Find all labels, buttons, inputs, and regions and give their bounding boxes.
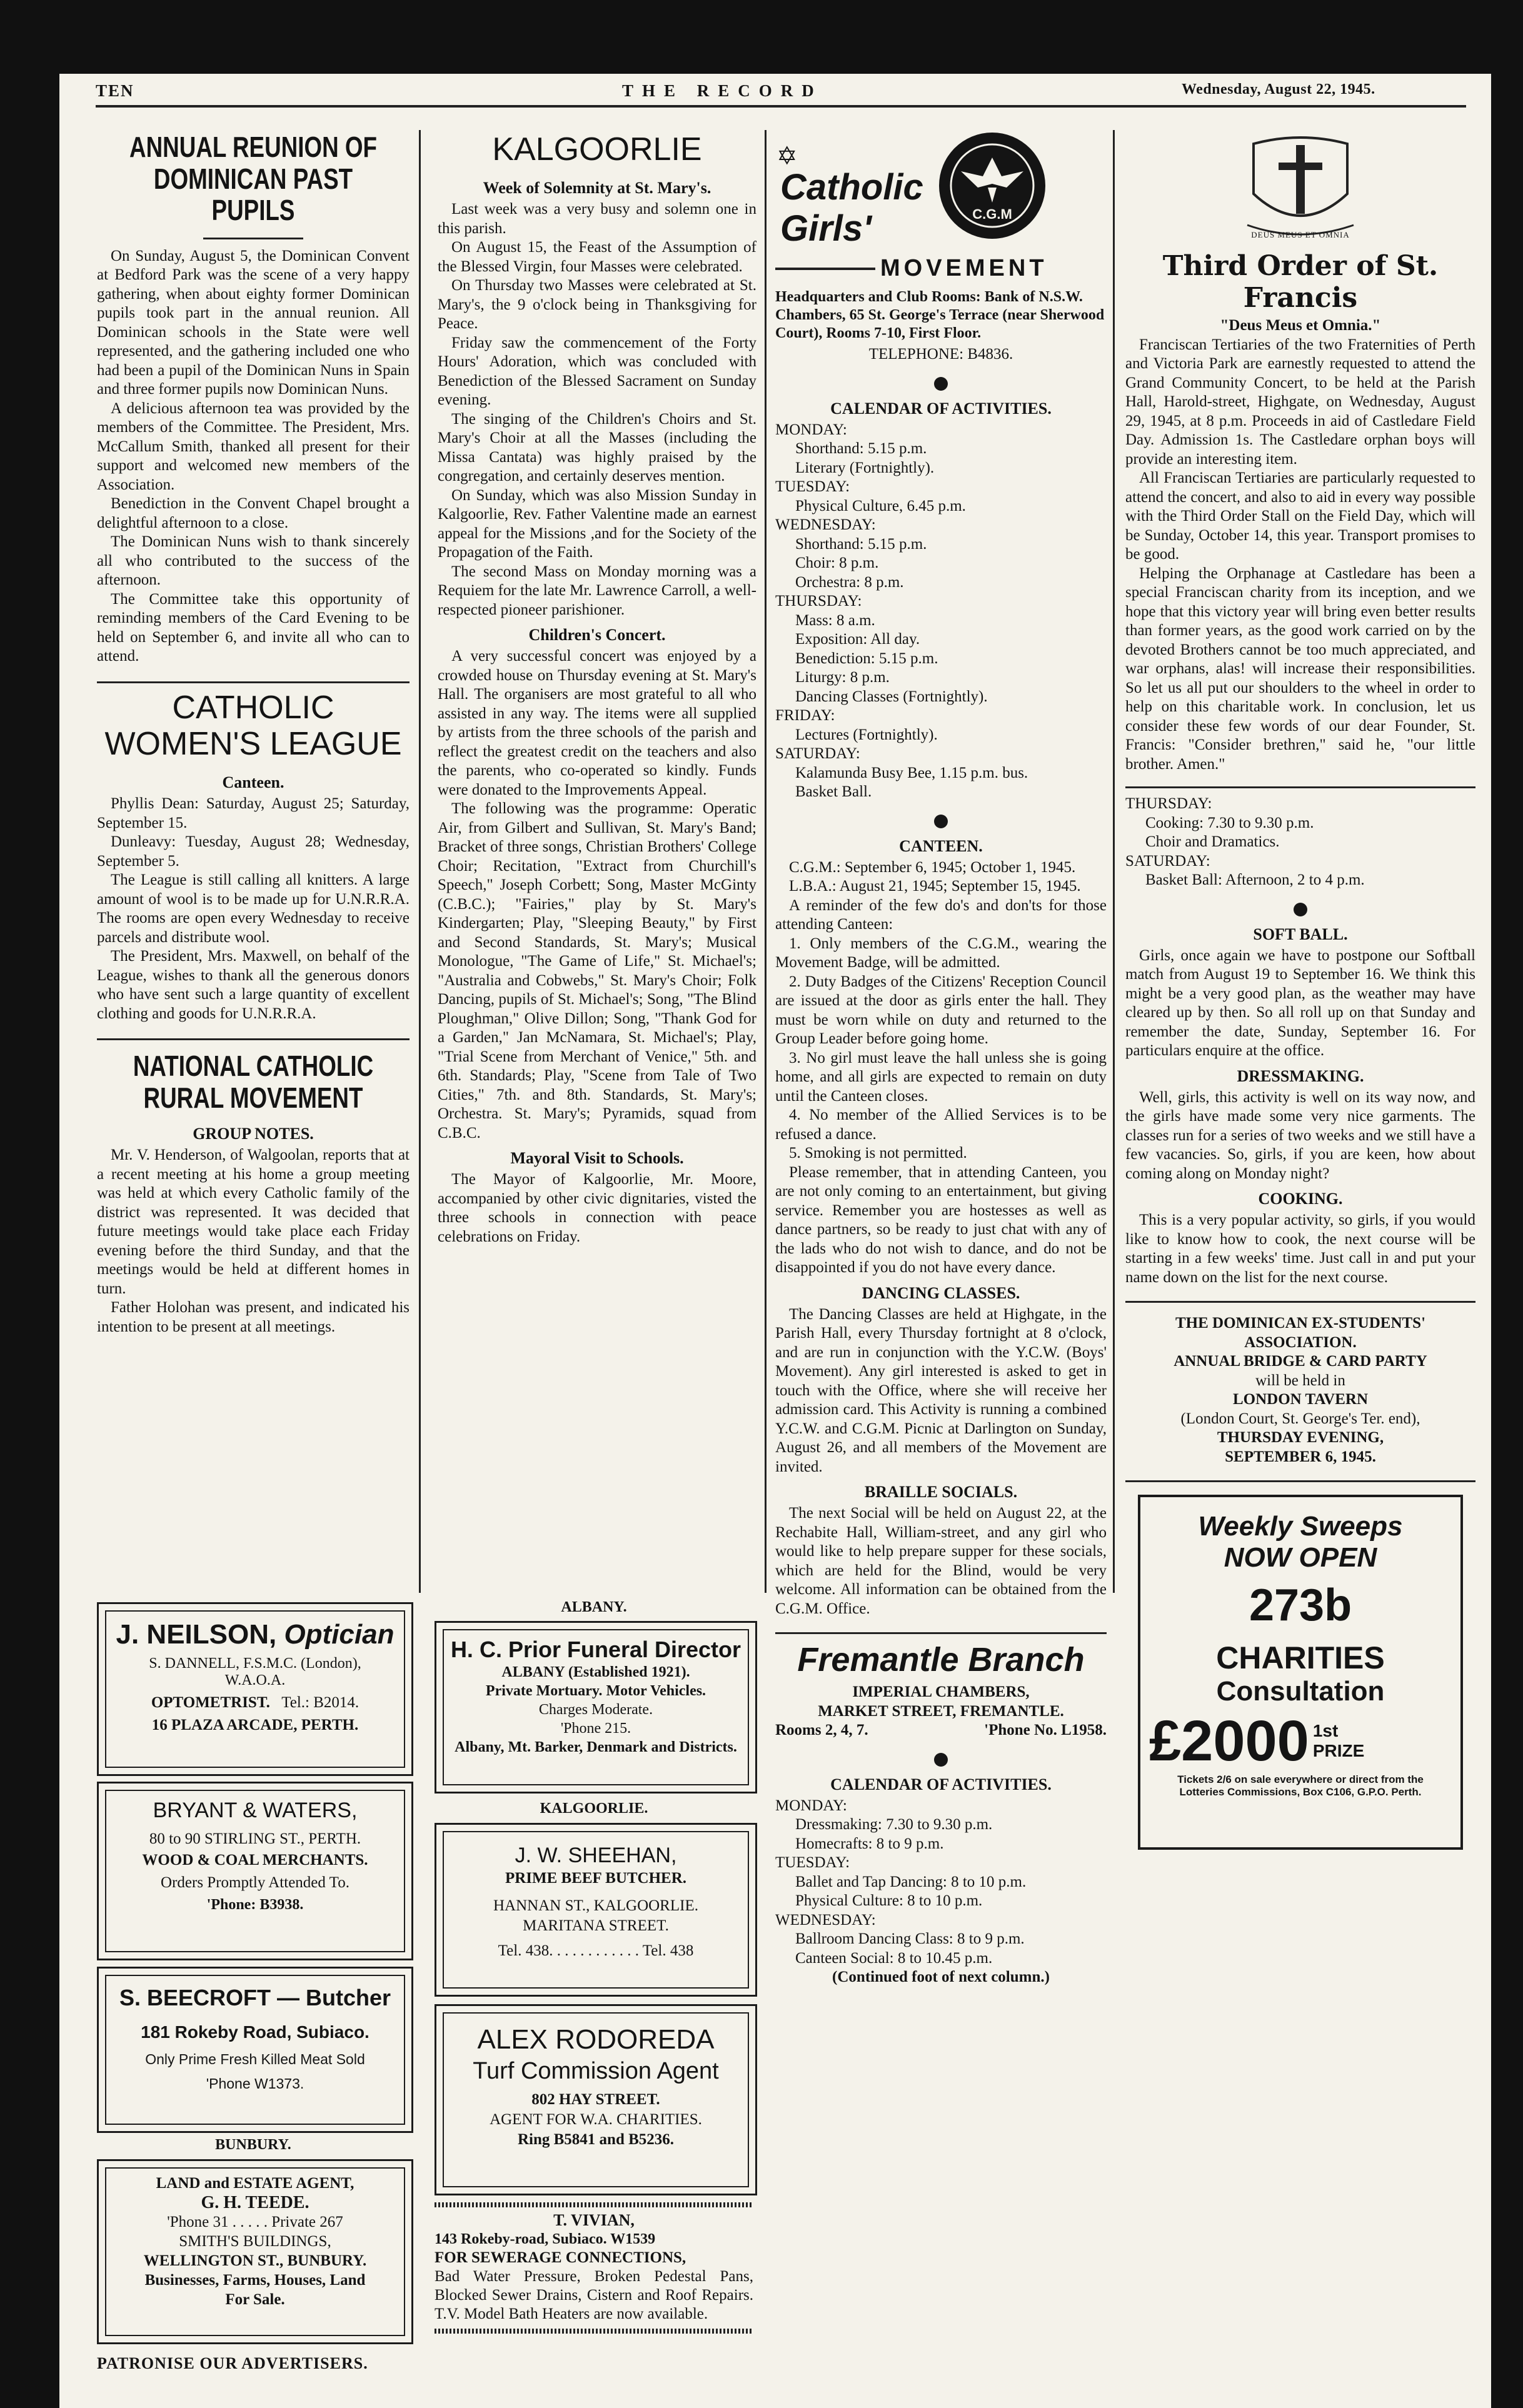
ad-line: Albany, Mt. Barker, Denmark and Districts. (455, 1739, 737, 1755)
bullet-dot (934, 1753, 948, 1767)
ad-line: MARITANA STREET. (523, 1917, 669, 1934)
dressmaking-head: DRESSMAKING. (1237, 1066, 1364, 1085)
decorative-border (435, 2329, 753, 2334)
cwl-para: The President, Mrs. Maxwell, on behalf of the League, wishes to thank all the generous donors who have sent such a large quantity of excellent clothing and goods for U.N.R.R.A. (97, 948, 410, 1022)
ad-line: WELLINGTON ST., BUNBURY. (143, 2252, 367, 2269)
canteen-para: 3. No girl must leave the hall unless she is going home, and all girls are expected to remain on duty until the Canteen closes. (775, 1049, 1107, 1105)
cgm-logo-text: C.G.M (972, 206, 1012, 222)
concert-subhead: Children's Concert. (528, 626, 666, 645)
cwl-para: Phyllis Dean: Saturday, August 25; Saturday, September 15. (97, 795, 410, 831)
concert-para: A very successful concert was enjoyed by a crowded house on Thursday evening at St. Mary's Hall. The organisers are most grateful to all who assisted in any way. The items were all supplied by artists from the three schools of the parish and reflect the greatest credit on the teachers and also the parents, who co-operated so kindly. Funds were donated to the Improvements Appeal. (438, 648, 756, 798)
ad-line: Turf Commission Agent (473, 2058, 719, 2084)
tof-title: Third Order of St. Francis (1162, 250, 1439, 314)
dancing-head: DANCING CLASSES. (862, 1283, 1020, 1302)
canteen-para: Please remember, that in attending Canteen, you are not only coming to an entertainment, but giving service. Remember you are hostesses as well as dance partners, so be ready to just chat with any of the lads who do not wish to dance, and do not be disappointed if you do not have every dance. (775, 1163, 1107, 1276)
sweeps-line: Consultation (1216, 1676, 1385, 1707)
bullet-dot (1294, 903, 1307, 916)
patronise-line: PATRONISE OUR ADVERTISERS. (97, 2354, 368, 2372)
short-rule (203, 238, 303, 239)
reunion-para: On Sunday, August 5, the Dominican Convent at Bedford Park was the scene of a very happy gathering, when about eighty former Dominican pupils took part in the annual reunion. All Dominican schools in the State were well represented, and the gathering included one who had been a pupil of the Dominican Nuns in Spain and three former pupils now Dominican Nuns. (97, 247, 410, 398)
sweeps-advert (1138, 1495, 1463, 1850)
cooking-head: COOKING. (1258, 1190, 1343, 1208)
calendar-item: Lectures (Fortnightly). (795, 726, 938, 743)
exstudents-notice (1125, 1314, 1475, 1467)
ad-line: LAND and ESTATE AGENT, (156, 2175, 354, 2192)
prize-amount: £2000 (1149, 1709, 1309, 1773)
crest-motto: DEUS MEUS ET OMNIA (1251, 230, 1350, 239)
ad-line: Tel.: B2014. (281, 1694, 359, 1711)
canteen-para: L.B.A.: August 21, 1945; September 15, 1945. (789, 878, 1081, 895)
calendar-item: Kalamunda Busy Bee, 1.15 p.m. bus. (795, 764, 1028, 781)
cgm-phone: TELEPHONE: B4836. (868, 346, 1013, 363)
ad-line: H. C. Prior Funeral Director (450, 1637, 741, 1662)
calendar-item: Dressmaking: 7.30 to 9.30 p.m. (795, 1816, 993, 1833)
reunion-para: A delicious afternoon tea was provided by the members of the Committee. The President, Mrs. McCallum Smith, thanked all present for their support and welcomed new members of the Association. (97, 399, 410, 493)
sweeps-fine-print: Tickets 2/6 on sale everywhere or direct from the Lotteries Commissions, Box C106, G.P.O. Perth. (1177, 1773, 1424, 1798)
ad-line: HANNAN ST., KALGOORLIE. (493, 1897, 698, 1914)
ncrm-para: Father Holohan was present, and indicated his intention to be present at all meetings. (97, 1299, 410, 1335)
ad-line: Only Prime Fresh Killed Meat Sold (145, 2051, 365, 2067)
ad-line: SMITH'S BUILDINGS, (179, 2233, 331, 2250)
ad-line: W.A.O.A. (224, 1672, 286, 1688)
column-rule (765, 130, 767, 1593)
fremantle-calendar (775, 1797, 1107, 1969)
fremantle-calendar-head: CALENDAR OF ACTIVITIES. (830, 1775, 1052, 1793)
dressmaking-para: Well, girls, this activity is well on its way now, and the girls have made some very nice garments. The classes run for a series of two weeks and we still have a few vacancies. So, girls, if you are keen, how about coming along on Monday night? (1125, 1088, 1475, 1182)
softball-para: Girls, once again we have to postpone our Softball match from August 19 to September 16. We think this might be a very good plan, as the weather may have cleared up by then. So all roll up on that Sunday and remember the date, Sunday, September 16. For particulars enquire at the office. (1125, 946, 1475, 1059)
ad-rodoreda (435, 2004, 757, 2195)
cwl-subhead: Canteen. (222, 773, 284, 792)
column-3 (775, 129, 1107, 2379)
cgm-continued-calendar (1125, 795, 1475, 890)
ad-line: Charges Moderate. (538, 1702, 653, 1718)
ncrm-subhead: GROUP NOTES. (193, 1125, 314, 1143)
column-rule (419, 130, 421, 1593)
reunion-para: Benediction in the Convent Chapel brought a delightful afternoon to a close. (97, 495, 410, 531)
ncrm-headline: NATIONAL CATHOLIC RURAL MOVEMENT (133, 1050, 374, 1114)
calendar-item: Homecrafts: 8 to 9 p.m. (795, 1835, 944, 1852)
ad-prior (435, 1621, 757, 1793)
ad-line: 'Phone 31 . . . . . Private 267 (167, 2214, 343, 2230)
albany-label: ALBANY. (561, 1599, 627, 1615)
fremantle-title: Fremantle Branch (797, 1641, 1085, 1678)
ad-line: 'Phone 215. (560, 1720, 631, 1737)
ad-line: 'Phone: B3938. (206, 1897, 304, 1913)
canteen-para: A reminder of the few do's and don'ts for those attending Canteen: (775, 896, 1107, 933)
canteen-para: 2. Duty Badges of the Citizens' Reception Council are issued at the door as girls enter the hall. They must be worn while on duty and returned to the Group Leader before going home. (775, 973, 1107, 1047)
calendar-item: Cooking: 7.30 to 9.30 p.m. (1145, 814, 1314, 831)
section-rule (97, 681, 410, 683)
ad-teede (97, 2159, 413, 2344)
exstudents-line: THURSDAY EVENING, (1217, 1429, 1384, 1446)
ad-line: AGENT FOR W.A. CHARITIES. (490, 2111, 702, 2128)
ad-line: 16 PLAZA ARCADE, PERTH. (151, 1717, 359, 1733)
calendar-item: Canteen Social: 8 to 10.45 p.m. (795, 1949, 993, 1967)
ad-sheehan (435, 1823, 757, 1997)
ad-line: Optician (284, 1619, 395, 1650)
canteen-para: 4. No member of the Allied Services is to be refused a dance. (775, 1106, 1107, 1143)
calendar-day: THURSDAY: (775, 593, 862, 610)
calendar-day: TUESDAY: (775, 1854, 850, 1871)
calendar-item: Basket Ball: Afternoon, 2 to 4 p.m. (1145, 871, 1365, 888)
exstudents-line: ANNUAL BRIDGE & CARD PARTY (1174, 1353, 1427, 1370)
ad-line: J. W. SHEEHAN, (515, 1844, 677, 1867)
fremantle-line2: MARKET STREET, FREMANTLE. (818, 1702, 1064, 1720)
sweeps-line: NOW OPEN (1224, 1542, 1377, 1573)
calendar-item: Physical Culture: 8 to 10 p.m. (795, 1892, 983, 1909)
calendar-day: FRIDAY: (775, 707, 835, 724)
newspaper-title: THE RECORD (622, 81, 823, 100)
newspaper-page (59, 74, 1491, 2408)
exstudents-line: SEPTEMBER 6, 1945. (1225, 1448, 1376, 1465)
cooking-para: This is a very popular activity, so girls, if you would like to know how to cook, the next course will be starting in a few weeks' time. Just call in and put your name down on the list for the next course. (1125, 1212, 1475, 1286)
ad-line: Bad Water Pressure, Broken Pedestal Pans, Blocked Sewer Drains, Cistern and Roof Repairs. T.V. Model Bath Heaters are now available. (435, 2268, 753, 2322)
kalgoorlie-para: On Sunday, which was also Mission Sunday in Kalgoorlie, Rev. Father Valentine made an earnest appeal for the Missions ,and for the Society of the Propagation of the Faith. (438, 486, 756, 561)
canteen-para: 1. Only members of the C.G.M., wearing the Movement Badge, will be admitted. (775, 935, 1107, 971)
ad-line: ALEX RODOREDA (477, 2024, 715, 2055)
calendar-item: Liturgy: 8 p.m. (795, 669, 890, 686)
tof-motto: "Deus Meus et Omnia." (1220, 317, 1381, 334)
exstudents-line: THE DOMINICAN EX-STUDENTS' ASSOCIATION. (1175, 1315, 1426, 1351)
sweeps-line: Weekly Sweeps (1198, 1511, 1403, 1542)
cgm-title-2: Girls' (780, 208, 872, 249)
cgm-title-1: Catholic (780, 167, 923, 208)
concert-programme: The following was the programme: Operatic Air, from Gilbert and Sullivan, St. Mary's Band; Bracket of three songs, Christian Brothers' College Choir; Recitation, "Extract from Churchill's Speech," Joseph Corbett; Song, Master McGinty (C.B.C.); "Fairies," play by St. Mary's Kindergarten; Play, "Sleeping Beauty," by First and Second Standards, St. Mary's; Musical Monologue, "The Game of Life," St. Michael's; "Australia and Cobwebs," St. Mary's Choir; Folk Dancing, pupils of St. Michael's; Song, "The Blind Ploughman," Olive Dillon; Song, "Thank God for a Garden," Jan McNamara, St. Michael's; Play, "Trial Scene from Merchant of Venice," 5th. and 6th. Standards; Play, "Scene from Tale of Two Cities," 7th. and 8th. Standards, St. Mary's; Orchestra. St. Mary's; Pyramids, squad from C.B.C. (438, 800, 756, 1141)
kalgoorlie-label: KALGOORLIE. (540, 1800, 648, 1817)
section-rule (1125, 1301, 1475, 1303)
calendar-item: Benediction: 5.15 p.m. (795, 650, 938, 667)
calendar-day: WEDNESDAY: (775, 1911, 876, 1929)
ad-line: OPTOMETRIST. (151, 1694, 270, 1711)
calendar-item: Orchestra: 8 p.m. (795, 573, 904, 591)
mayoral-subhead: Mayoral Visit to Schools. (510, 1149, 684, 1168)
kalgoorlie-headline: KALGOORLIE (492, 131, 702, 168)
rule (775, 268, 875, 270)
fremantle-line1: IMPERIAL CHAMBERS, (852, 1683, 1030, 1700)
calendar-day: THURSDAY: (1125, 795, 1212, 812)
canteen-para: C.G.M.: September 6, 1945; October 1, 1945. (789, 858, 1076, 876)
exstudents-line: LONDON TAVERN (1232, 1391, 1368, 1408)
column-4 (1125, 131, 1475, 2382)
issue-date: Wednesday, August 22, 1945. (1182, 81, 1375, 98)
calendar-item: Ballroom Dancing Class: 8 to 9 p.m. (795, 1930, 1025, 1947)
calendar-item: Mass: 8 a.m. (795, 611, 875, 629)
reunion-para: The Committee take this opportunity of reminding members of the Card Evening to be held on September 6, and invite all who can to attend. (97, 590, 410, 665)
ad-line: 80 to 90 STIRLING ST., PERTH. (149, 1830, 361, 1847)
calendar-item: Literary (Fortnightly). (795, 459, 935, 476)
column-1 (97, 131, 410, 1582)
calendar-item: Ballet and Tap Dancing: 8 to 10 p.m. (795, 1873, 1027, 1890)
calendar-day: WEDNESDAY: (775, 516, 876, 533)
ad-line: For Sale. (225, 2291, 285, 2308)
calendar-item: Choir: 8 p.m. (795, 554, 879, 571)
canteen-head: CANTEEN. (899, 836, 983, 855)
franciscan-crest-icon (1235, 131, 1366, 244)
tof-para: All Franciscan Tertiaries are particularly requested to attend the concert, and also to aid in every way possible with the Third Order Stall on the Field Day, which will be Sunday, October 14, this year. Transport promises to be good. (1125, 469, 1475, 563)
calendar-item: Choir and Dramatics. (1145, 833, 1280, 850)
cgm-hq: Headquarters and Club Rooms: Bank of N.S.W. Chambers, 65 St. George's Terrace (near Sherwood Court), Rooms 7-10, First Floor. (775, 289, 1105, 341)
cwl-para: The League is still calling all knitters. A large amount of wool is to be made up for U.N.R.R.A. The rooms are open every Wednesday to receive parcels and distribute wool. (97, 871, 410, 946)
calendar-item: Dancing Classes (Fortnightly). (795, 688, 988, 705)
ad-line: S. DANNELL, F.S.M.C. (London), (149, 1655, 361, 1672)
cgm-title-3: MOVEMENT (880, 255, 1048, 281)
ad-line: 802 HAY STREET. (531, 2091, 660, 2108)
decorative-border (435, 2202, 753, 2207)
ad-line: 181 Rokeby Road, Subiaco. (141, 2022, 369, 2042)
cgm-masthead (775, 129, 1107, 254)
kalgoorlie-para: Last week was a very busy and solemn one in this parish. (438, 201, 756, 237)
column-2 (438, 131, 756, 1582)
ad-line: Ring B5841 and B5236. (517, 2131, 675, 2148)
dove-icon (939, 133, 1045, 239)
cgm-logo (939, 133, 1045, 239)
fremantle-phone: 'Phone No. L1958. (984, 1722, 1107, 1738)
sweeps-number: 273b (1249, 1580, 1352, 1630)
bullet-dot (934, 377, 948, 391)
prize-label (1313, 1721, 1364, 1761)
calendar-item: Exposition: All day. (795, 631, 920, 648)
franciscan-crest (1125, 131, 1475, 244)
ad-line: Private Mortuary. Motor Vehicles. (485, 1683, 706, 1699)
section-rule (1125, 1480, 1475, 1482)
dancing-para: The Dancing Classes are held at Highgate, in the Parish Hall, every Thursday fortnight at 8 o'clock, and are run in conjunction with the Y.C.W. (Boys' Movement). Any girl interested is asked to get in touch with the Office, where she will receive her admission card. This Activity is running a combined Y.C.W. and C.G.M. Picnic at Darlington on Sunday, August 26, and all members of the Movement are invited. (775, 1305, 1107, 1475)
calendar-day: MONDAY: (775, 1797, 847, 1814)
cwl-headline: CATHOLIC WOMEN'S LEAGUE (104, 689, 402, 763)
ad-line: S. BEECROFT — Butcher (119, 1985, 391, 2010)
star-icon: ✡ (777, 142, 798, 170)
column-rule (1113, 130, 1115, 1593)
reunion-para: The Dominican Nuns wish to thank sincerely all who contributed to the success of the afternoon. (97, 533, 410, 589)
cgm-calendar (775, 421, 1107, 802)
sweeps-prize (1149, 1711, 1460, 1771)
movement-line (775, 255, 1107, 282)
exstudents-line: (London Court, St. George's Ter. end), (1180, 1410, 1420, 1427)
calendar-day: MONDAY: (775, 421, 847, 438)
braille-head: BRAILLE SOCIALS. (864, 1483, 1018, 1501)
ad-line: ALBANY (Established 1921). (501, 1664, 690, 1680)
ad-beecroft (97, 1967, 413, 2133)
fremantle-contact (775, 1721, 1107, 1740)
exstudents-line: will be held in (1255, 1372, 1345, 1389)
section-rule (97, 1038, 410, 1040)
ad-line: PRIME BEEF BUTCHER. (505, 1870, 687, 1887)
continued-note: (Continued foot of next column.) (832, 1969, 1050, 1985)
calendar-item: Shorthand: 5.15 p.m. (795, 535, 927, 553)
tof-para: Franciscan Tertiaries of the two Fraternities of Perth and Victoria Park are earnestly requested to attend the Grand Community Concert, to be held at the Parish Hall, Harold-street, Highgate, on Wednesday, August 29, 1945, at 8 p.m. Proceeds in aid of Castledare Field Day. Admission 1s. The Castledare orphan boys will provide an interesting item. (1125, 336, 1475, 468)
ad-line: G. H. TEEDE. (201, 2193, 309, 2212)
section-rule (1125, 786, 1475, 788)
kalgoorlie-para: The singing of the Children's Choirs and St. Mary's Choir at all the Masses (including the Missa Cantata) was highly praised by the congregation, and certainly deserves mention. (438, 410, 756, 485)
calendar-item: Physical Culture, 6.45 p.m. (795, 497, 966, 514)
ad-line: 'Phone W1373. (206, 2075, 304, 2092)
ad-line: T. VIVIAN, (553, 2211, 635, 2229)
calendar-day: SATURDAY: (775, 745, 860, 762)
ad-neilson (97, 1602, 413, 1776)
masthead-rule (96, 105, 1466, 108)
kalgoorlie-para: The second Mass on Monday morning was a Requiem for the late Mr. Lawrence Carroll, a well-respected pioneer parishioner. (438, 563, 756, 618)
calendar-day: SATURDAY: (1125, 852, 1210, 870)
mayoral-para: The Mayor of Kalgoorlie, Mr. Moore, accompanied by other civic dignitaries, visted the three schools in connection with peace celebrations on Friday. (438, 1171, 756, 1245)
ad-line: J. NEILSON, (116, 1619, 277, 1650)
sweeps-line: CHARITIES (1216, 1640, 1385, 1675)
ad-line: FOR SEWERAGE CONNECTIONS, (435, 2249, 686, 2266)
kalgoorlie-para: On August 15, the Feast of the Assumption of the Blessed Virgin, four Masses were celebrated. (438, 239, 756, 275)
softball-head: SOFT BALL. (1253, 925, 1348, 943)
ad-bryant-waters (97, 1782, 413, 1960)
reunion-headline: ANNUAL REUNION OF DOMINICAN PAST PUPILS (129, 131, 377, 227)
prize-label-line: PRIZE (1312, 1741, 1365, 1760)
bunbury-label: BUNBURY. (215, 2137, 291, 2153)
cgm-calendar-head: CALENDAR OF ACTIVITIES. (830, 399, 1052, 418)
calendar-day: TUESDAY: (775, 478, 850, 495)
calendar-item: Shorthand: 5.15 p.m. (795, 440, 927, 457)
kalgoorlie-para: Friday saw the commencement of the Forty Hours' Adoration, which was concluded with Benediction of the Blessed Sacrament on Sunday evening. (438, 334, 756, 409)
kalgoorlie-subhead: Week of Solemnity at St. Mary's. (483, 179, 711, 198)
section-rule (775, 1632, 1107, 1634)
page-number: TEN (96, 81, 134, 100)
ad-line: BRYANT & WATERS, (153, 1798, 358, 1822)
ad-line: WOOD & COAL MERCHANTS. (142, 1852, 368, 1869)
ncrm-para: Mr. V. Henderson, of Walgoolan, reports that at a recent meeting at his home a group meeting was held at which every Catholic family of the district was represented. It was decided that future meetings would take place each Friday evening before the third Sunday, and that the meetings would be held at different homes in turn. (97, 1146, 410, 1297)
ad-line: Orders Promptly Attended To. (161, 1874, 349, 1891)
prize-label-line: 1st (1312, 1721, 1339, 1740)
braille-para: The next Social will be held on August 22, at the Rechabite Hall, William-street, and any girl who would like to help prepare supper for these socials, which are held for the Blind, would be very welcome. All information can be obtained from the C.G.M. Office. (775, 1505, 1107, 1617)
calendar-item: Basket Ball. (795, 783, 872, 800)
bullet-dot (934, 815, 948, 828)
ad-line: Businesses, Farms, Houses, Land (144, 2272, 366, 2289)
ad-line: Tel. 438. . . . . . . . . . . . Tel. 438 (498, 1942, 694, 1959)
fremantle-rooms: Rooms 2, 4, 7. (775, 1722, 868, 1738)
kalgoorlie-para: On Thursday two Masses were celebrated at St. Mary's, the 9 o'clock being in Thanksgiving for Peace. (438, 277, 756, 333)
cwl-para: Dunleavy: Tuesday, August 28; Wednesday, September 5. (97, 833, 410, 870)
canteen-para: 5. Smoking is not permitted. (789, 1145, 967, 1161)
tof-para: Helping the Orphanage at Castledare has been a special Franciscan charity from its inception, and we hope that this victory year will bring even better results than former years, as the good work carried on by the devoted Brothers cannot be too much appreciated, and war orphans, alas! will increase their responsibilities. So let us all put our shoulders to the wheel in order to help on this charitable work. In conclusion, let us consider these few words of our dear Founder, St. Francis: "Consider brethren," said he, "our little brother. Amen." (1125, 564, 1475, 773)
ad-line: 143 Rokeby-road, Subiaco. W1539 (435, 2231, 656, 2247)
ad-vivian (435, 2202, 753, 2384)
